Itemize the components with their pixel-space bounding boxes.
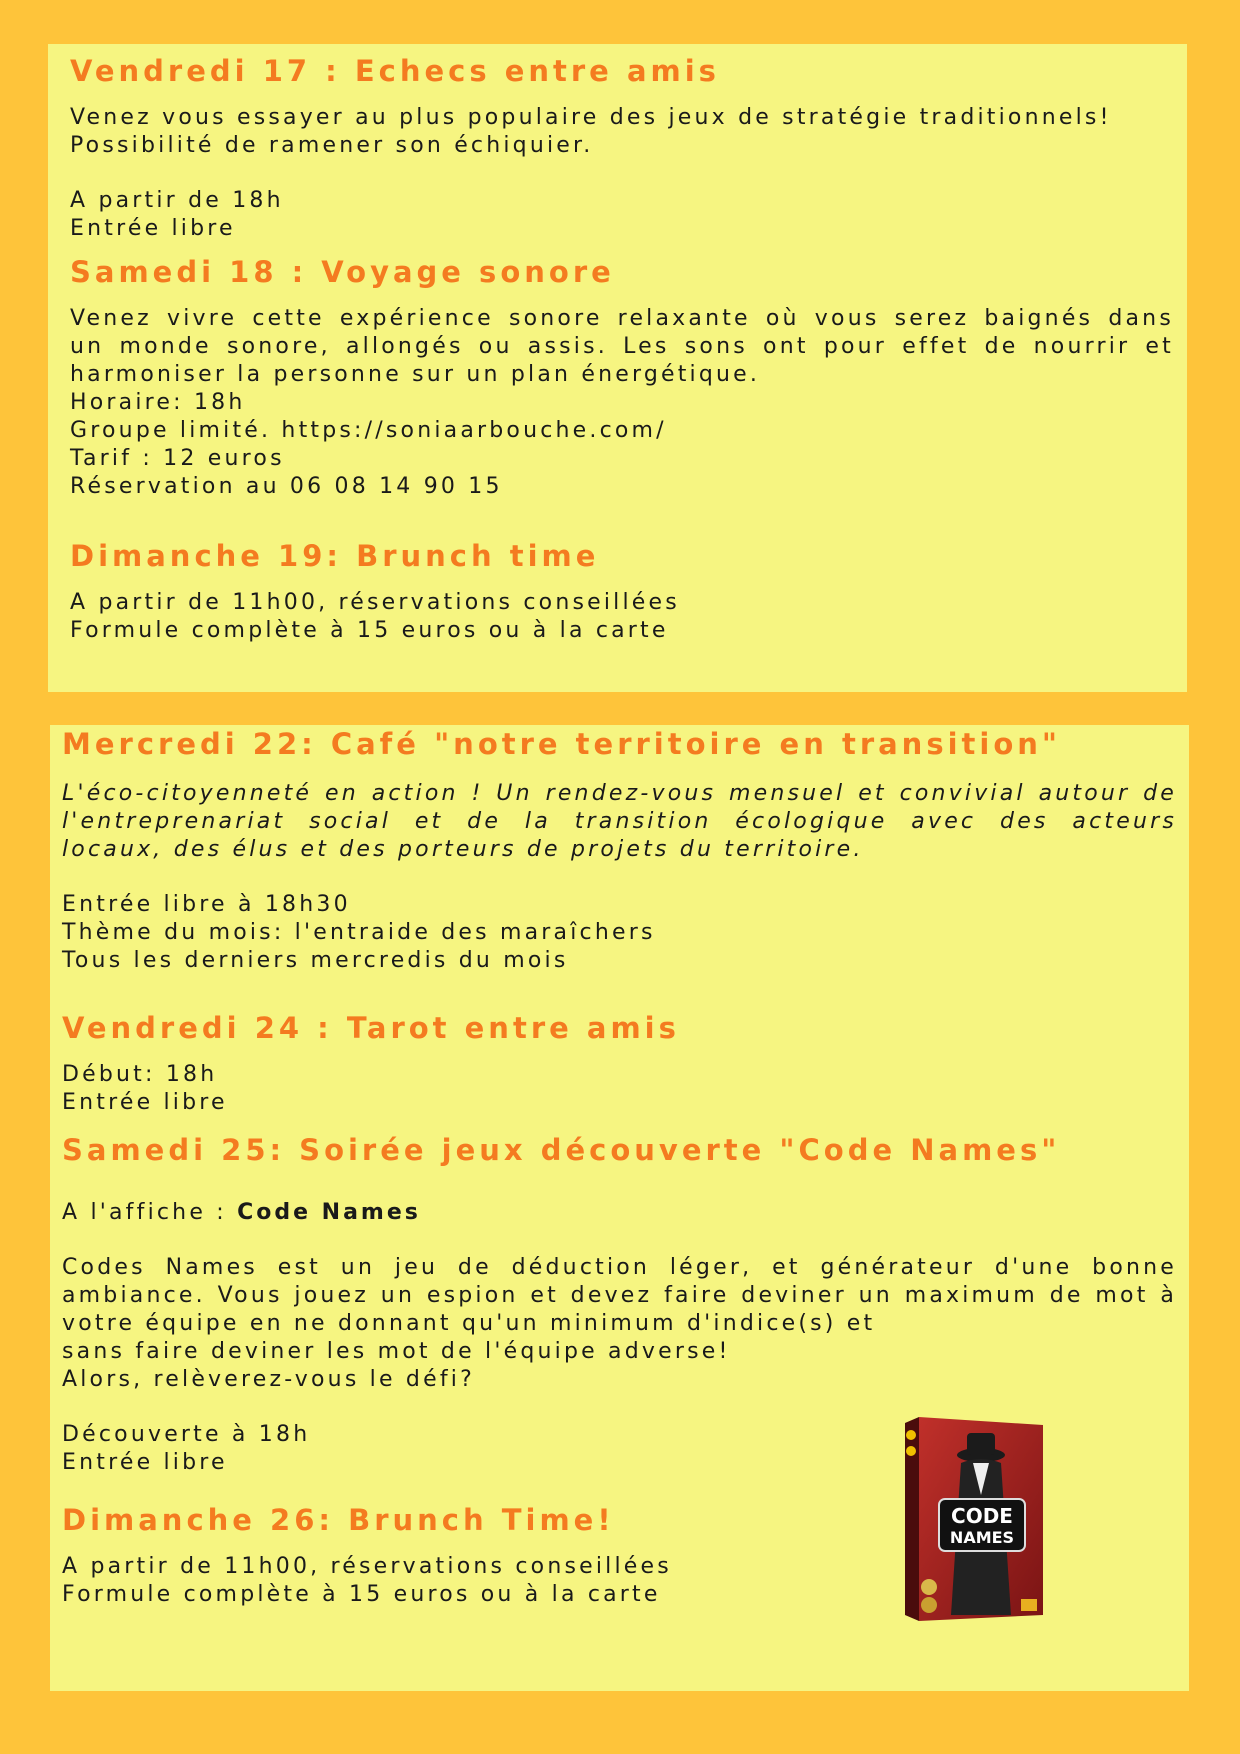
event-text: locaux, des élus et des porteurs de projets du territoire.: [62, 837, 864, 862]
event-entry: Entrée libre: [62, 1450, 228, 1475]
event-text: Formule complète à 15 euros ou à la carte: [62, 1582, 661, 1607]
event-text: ambiance. Vous jouez un espion et devez faire deviner un maximum de mot à: [62, 1283, 1177, 1308]
event-entry: Entrée libre: [70, 216, 236, 241]
event-text: sans faire deviner les mot de l'équipe adverse!: [62, 1339, 731, 1364]
event-text: Venez vivre cette expérience sonore relaxante où vous serez baignés dans: [70, 306, 1174, 331]
event-entry: Entrée libre: [62, 1090, 228, 1115]
event-time: Début: 18h: [62, 1062, 218, 1087]
event-title: Samedi 18 : Voyage sonore: [70, 255, 615, 289]
event-text: harmoniser la personne sur un plan énergétique.: [70, 362, 761, 387]
code-names-game-box-image: [903, 1415, 1049, 1623]
event-text: votre équipe en ne donnant qu'un minimum d'indice(s) et: [62, 1311, 876, 1336]
event-title: Vendredi 17 : Echecs entre amis: [70, 54, 720, 88]
event-title: Samedi 25: Soirée jeux découverte "Code Names": [62, 1133, 1061, 1167]
event-schedule: Tous les derniers mercredis du mois: [62, 948, 569, 973]
event-text: l'entreprenariat social et de la transition écologique avec des acteurs: [62, 809, 1177, 834]
event-text: Possibilité de ramener son échiquier.: [70, 133, 594, 158]
event-text: Codes Names est un jeu de déduction léger, et générateur d'une bonne: [62, 1255, 1177, 1280]
event-entry: Entrée libre à 18h30: [62, 892, 351, 917]
box-title-line1: CODE: [951, 1504, 1013, 1528]
event-description: [62, 1254, 1177, 1310]
events-panel-top: [48, 44, 1187, 692]
event-title: Dimanche 19: Brunch time: [70, 539, 600, 573]
event-description: [62, 780, 1177, 836]
event-text: Alors, relèverez-vous le défi?: [62, 1367, 475, 1392]
event-time: Découverte à 18h: [62, 1422, 311, 1447]
affiche-label: A l'affiche :: [62, 1200, 238, 1225]
event-theme: Thème du mois: l'entraide des maraîchers: [62, 920, 656, 945]
event-price: Tarif : 12 euros: [70, 446, 285, 471]
event-time: Horaire: 18h: [70, 390, 246, 415]
event-title: Mercredi 22: Café "notre territoire en transition": [62, 727, 1062, 761]
event-text: Venez vous essayer au plus populaire des jeux de stratégie traditionnels!: [70, 105, 1112, 130]
event-text: A partir de 11h00, réservations conseillées: [70, 590, 680, 615]
box-title-line2: NAMES: [949, 1528, 1015, 1547]
affiche-value: Code Names: [237, 1200, 421, 1225]
event-text: A partir de 11h00, réservations conseillées: [62, 1554, 672, 1579]
event-time: A partir de 18h: [70, 188, 284, 213]
event-text: un monde sonore, allongés ou assis. Les sons ont pour effet de nourrir et: [70, 334, 1174, 359]
event-description: [70, 305, 1174, 361]
event-text: Formule complète à 15 euros ou à la carte: [70, 618, 669, 643]
event-affiche: [62, 1199, 1189, 1227]
event-title: Dimanche 26: Brunch Time!: [62, 1503, 615, 1537]
event-phone: Réservation au 06 08 14 90 15: [70, 474, 503, 499]
event-title: Vendredi 24 : Tarot entre amis: [62, 1011, 680, 1045]
event-website[interactable]: Groupe limité. https://soniaarbouche.com/: [70, 418, 667, 443]
event-text: L'éco-citoyenneté en action ! Un rendez-vous mensuel et convivial autour de: [62, 781, 1177, 806]
